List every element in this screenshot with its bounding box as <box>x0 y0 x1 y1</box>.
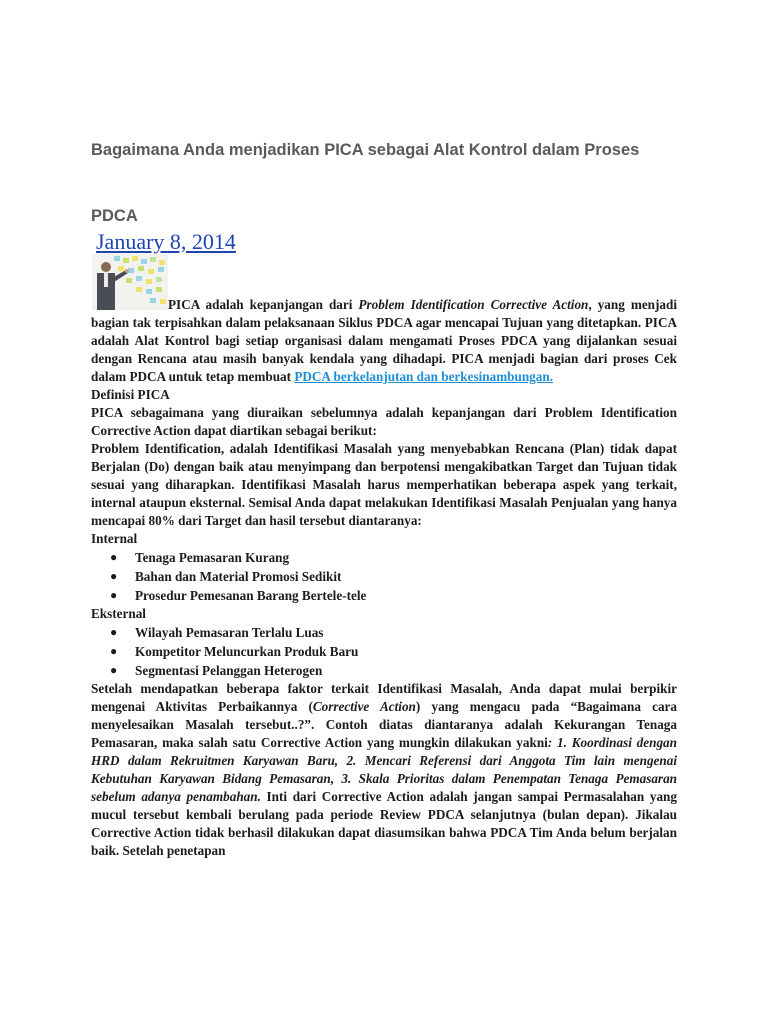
bullet-icon: ● <box>110 550 118 564</box>
bullet-icon: ● <box>110 588 118 602</box>
closing-part-1: Setelah mendapatkan beberapa faktor terkait Identifikasi Masalah, Anda dapat mulai berpikir mengenai Aktivitas Perbaikannya ( <box>91 681 677 714</box>
list-item-label: Segmentasi Pelanggan Heterogen <box>135 663 323 678</box>
intro-paragraph <box>91 296 677 386</box>
pdca-continuous-link[interactable]: PDCA berkelanjutan dan berkesinambungan. <box>294 369 554 384</box>
post-date-link[interactable]: January 8, 2014 <box>96 229 236 254</box>
article-body <box>91 296 677 860</box>
bullet-icon: ● <box>110 625 118 639</box>
article-title-continued: PDCA <box>91 207 138 225</box>
bullet-icon: ● <box>110 569 118 583</box>
eksternal-list <box>91 623 677 680</box>
problem-identification-paragraph: Problem Identification, adalah Identifikasi Masalah yang menyebabkan Rencana (Plan) tidak dapat Berjalan (Do) dengan baik atau menyimpang dan berpotensi mengakibatkan Target dan Tujuan tidak sesuai yang diharapkan. Identifikasi Masalah harus memperhatikan beberapa aspek yang terkait, internal ataupun eksternal. Semisal Anda dapat melakukan Identifikasi Masalah Penjualan yang hanya mencapai 80% dari Target dan hasil tersebut diantaranya: <box>91 441 677 528</box>
list-item <box>91 586 677 605</box>
bullet-icon: ● <box>110 644 118 658</box>
closing-italic-steps: : 1. Koordinasi dengan HRD dalam Rekruitmen Karyawan Baru, 2. Mencari Referensi dari Anggota Tim lain mengenai Kebutuhan Karyawan Bidang Pemasaran, 3. Skala Prioritas dalam Penempatan Tenaga Pemasaran sebelum adanya penambahan. <box>91 735 677 804</box>
closing-italic-term: Corrective Action <box>312 699 416 714</box>
list-item <box>91 567 677 586</box>
list-item-label: Wilayah Pemasaran Terlalu Luas <box>135 625 324 640</box>
article-title: Bagaimana Anda menjadikan PICA sebagai Alat Kontrol dalam Proses <box>91 141 640 159</box>
list-item <box>91 548 677 567</box>
list-item <box>91 623 677 642</box>
intro-body: , yang menjadi bagian tak terpisahkan dalam pelaksanaan Siklus PDCA agar mencapai Tujuan yang ditetapkan. PICA adalah Alat Kontrol bagi setiap organisasi dalam mengamati Proses PDCA yang dijalankan sesuai dengan Rencana atau masih banyak kendala yang dihadapi. PICA menjadi bagian dari proses Cek dalam PDCA untuk tetap membuat <box>91 297 677 384</box>
intro-prefix: PICA adalah kepanjangan dari <box>168 297 359 312</box>
bullet-icon: ● <box>110 663 118 677</box>
internal-list <box>91 548 677 605</box>
list-item <box>91 642 677 661</box>
list-item-label: Kompetitor Meluncurkan Produk Baru <box>135 644 359 659</box>
list-item-label: Tenaga Pemasaran Kurang <box>135 550 290 565</box>
intro-italic-term: Problem Identification Corrective Action <box>358 297 589 312</box>
eksternal-heading: Eksternal <box>91 606 146 621</box>
definisi-heading: Definisi PICA <box>91 387 170 402</box>
definisi-paragraph: PICA sebagaimana yang diuraikan sebelumnya adalah kepanjangan dari Problem Identification Corrective Action dapat diartikan sebagai berikut: <box>91 405 677 438</box>
closing-part-3: Inti dari Corrective Action adalah jangan sampai Permasalahan yang mucul tersebut kembali berulang pada periode Review PDCA selanjutnya (bulan depan). Jikalau Corrective Action tidak berhasil dilakukan dapat diasumsikan bahwa PDCA Tim Anda belum berjalan baik. Setelah penetapan <box>91 789 677 858</box>
list-item-label: Prosedur Pemesanan Barang Bertele-tele <box>135 588 367 603</box>
corrective-action-paragraph <box>91 680 677 860</box>
closing-part-2: ) yang mengacu pada “Bagaimana cara menyelesaikan Masalah tersebut..?”. Contoh diatas diantaranya adalah Kekurangan Tenaga Pemasaran, maka salah satu Corrective Action yang mungkin dilakukan yakni <box>91 699 677 750</box>
list-item <box>91 661 677 680</box>
list-item-label: Bahan dan Material Promosi Sedikit <box>135 569 342 584</box>
internal-heading: Internal <box>91 531 138 546</box>
